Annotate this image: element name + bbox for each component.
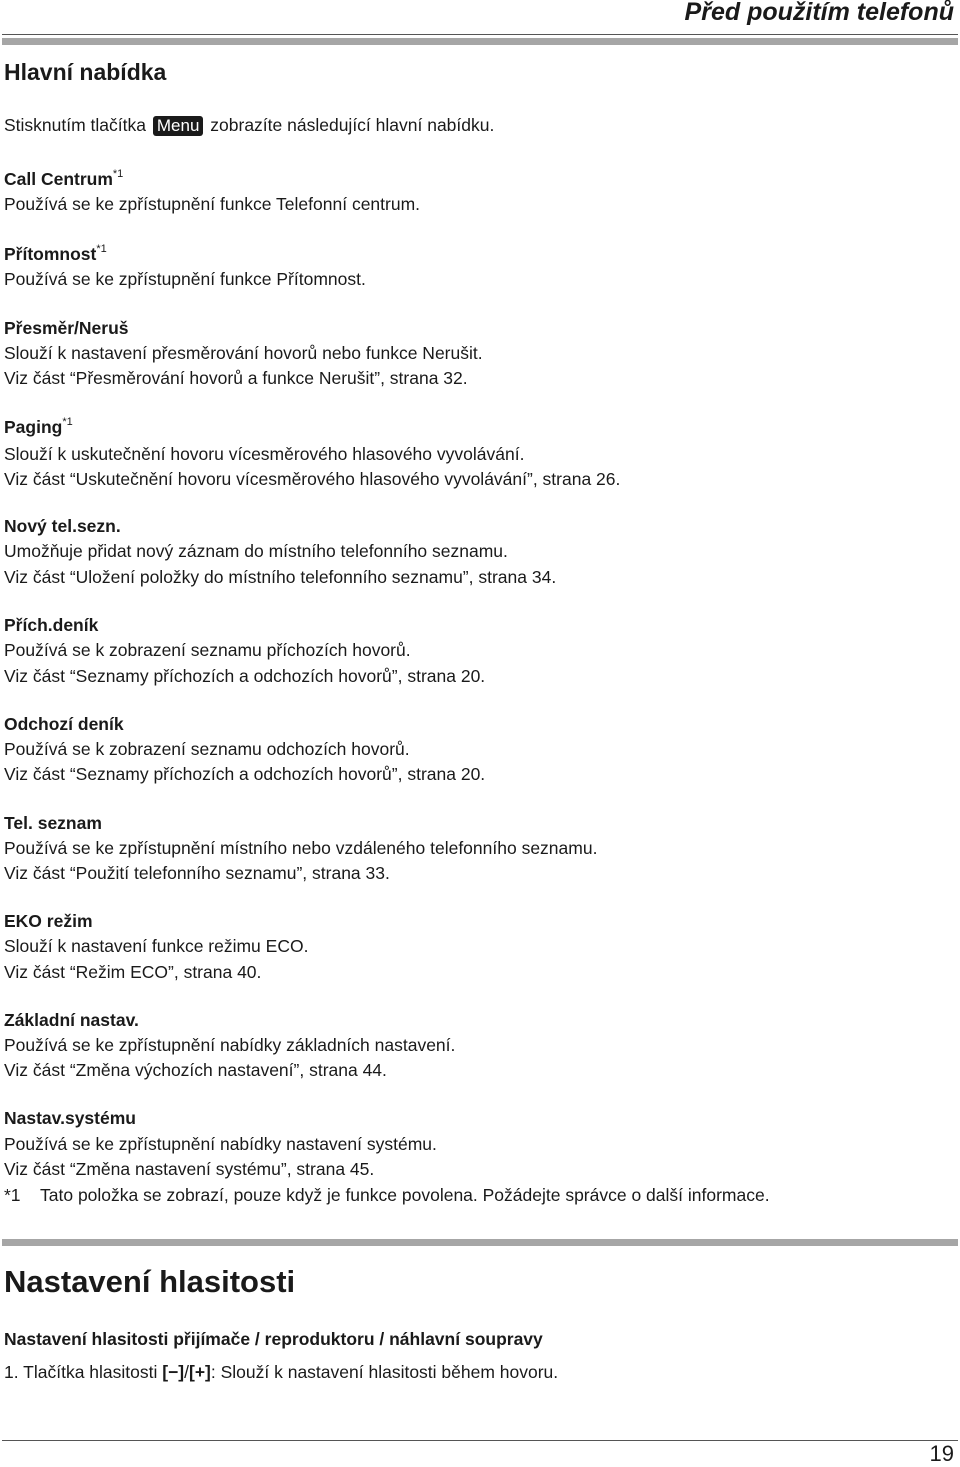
section-divider	[2, 38, 958, 45]
menu-item-novy-tel-sezn: Nový tel.sezn.	[4, 516, 121, 536]
menu-item-name: Paging	[4, 417, 63, 437]
menu-item-call-centrum	[4, 168, 123, 190]
menu-item-desc: Používá se ke zpřístupnění nabídky nastavení systému.	[4, 1134, 437, 1154]
volume-subheading: Nastavení hlasitosti přijímače / reproduktoru / náhlavní soupravy	[4, 1329, 543, 1349]
footnote-marker: *1	[4, 1185, 21, 1205]
menu-item-name: Call Centrum	[4, 169, 113, 189]
menu-item-ref: Viz část “Seznamy příchozích a odchozích hovorů”, strana 20.	[4, 764, 486, 784]
menu-item-desc: Používá se ke zpřístupnění místního nebo vzdáleného telefonního seznamu.	[4, 838, 598, 858]
menu-item-ref: Viz část “Uložení položky do místního telefonního seznamu”, strana 34.	[4, 567, 557, 587]
intro-text-before: Stisknutím tlačítka	[4, 115, 146, 135]
menu-item-pritomnost	[4, 243, 107, 265]
menu-item-ref: Viz část “Přesměrování hovorů a funkce Nerušit”, strana 32.	[4, 368, 468, 388]
volume-up-key: [+]	[189, 1362, 211, 1382]
menu-item-desc: Používá se ke zpřístupnění funkce Přítomnost.	[4, 269, 366, 289]
footer-divider	[2, 1440, 958, 1441]
step-text-after: : Slouží k nastavení hlasitosti během hovoru.	[210, 1362, 559, 1382]
page-header-title: Před použitím telefonů	[684, 0, 954, 26]
menu-item-odchozi-denik: Odchozí deník	[4, 714, 124, 734]
menu-item-prich-denik: Přích.deník	[4, 615, 99, 635]
volume-step-1	[4, 1361, 558, 1383]
menu-item-ref: Viz část “Použití telefonního seznamu”, strana 33.	[4, 863, 390, 883]
menu-item-desc: Používá se k zobrazení seznamu odchozích hovorů.	[4, 739, 410, 759]
menu-item-desc: Slouží k uskutečnění hovoru vícesměrového hlasového vyvolávání.	[4, 444, 525, 464]
menu-key-label: Menu	[153, 116, 204, 136]
intro-text-after: zobrazíte následující hlavní nabídku.	[210, 115, 495, 135]
menu-item-presmer-nerus: Přesměr/Neruš	[4, 318, 129, 338]
menu-item-ref: Viz část “Změna výchozích nastavení”, strana 44.	[4, 1060, 387, 1080]
menu-item-nastav-systemu: Nastav.systému	[4, 1108, 136, 1128]
footnote-text: Tato položka se zobrazí, pouze když je funkce povolena. Požádejte správce o další informace.	[40, 1185, 770, 1205]
main-menu-heading: Hlavní nabídka	[4, 59, 167, 85]
menu-item-ref: Viz část “Režim ECO”, strana 40.	[4, 962, 262, 982]
menu-item-desc: Používá se ke zpřístupnění funkce Telefonní centrum.	[4, 194, 421, 214]
menu-item-desc: Slouží k nastavení přesměrování hovorů nebo funkce Nerušit.	[4, 343, 483, 363]
main-menu-intro	[4, 114, 494, 136]
footnote	[4, 1184, 770, 1206]
volume-down-key: [−]	[162, 1362, 185, 1382]
menu-item-ref: Viz část “Seznamy příchozích a odchozích hovorů”, strana 20.	[4, 666, 486, 686]
menu-item-ref: Viz část “Změna nastavení systému”, strana 45.	[4, 1159, 375, 1179]
header-divider	[2, 34, 958, 35]
step-text-before: Tlačítka hlasitosti	[23, 1362, 158, 1382]
menu-item-desc: Používá se k zobrazení seznamu příchozích hovorů.	[4, 640, 411, 660]
menu-item-zakladni-nastav: Základní nastav.	[4, 1010, 139, 1030]
footnote-ref: *1	[96, 243, 107, 255]
menu-item-desc: Slouží k nastavení funkce režimu ECO.	[4, 936, 309, 956]
volume-heading: Nastavení hlasitosti	[4, 1264, 296, 1299]
menu-item-tel-seznam: Tel. seznam	[4, 813, 102, 833]
footnote-ref: *1	[112, 168, 124, 180]
menu-item-eko-rezim: EKO režim	[4, 911, 93, 931]
menu-item-name: Přítomnost	[4, 244, 97, 264]
menu-item-ref: Viz část “Uskutečnění hovoru vícesměrového hlasového vyvolávání”, strana 26.	[4, 469, 621, 489]
footnote-ref: *1	[62, 416, 73, 428]
menu-item-desc: Umožňuje přidat nový záznam do místního telefonního seznamu.	[4, 541, 508, 561]
menu-item-desc: Používá se ke zpřístupnění nabídky základních nastavení.	[4, 1035, 456, 1055]
step-number: 1.	[4, 1362, 19, 1382]
menu-item-paging	[4, 416, 73, 438]
key-separator: /	[184, 1362, 189, 1382]
section-divider	[2, 1239, 958, 1246]
page-number: 19	[929, 1441, 954, 1466]
